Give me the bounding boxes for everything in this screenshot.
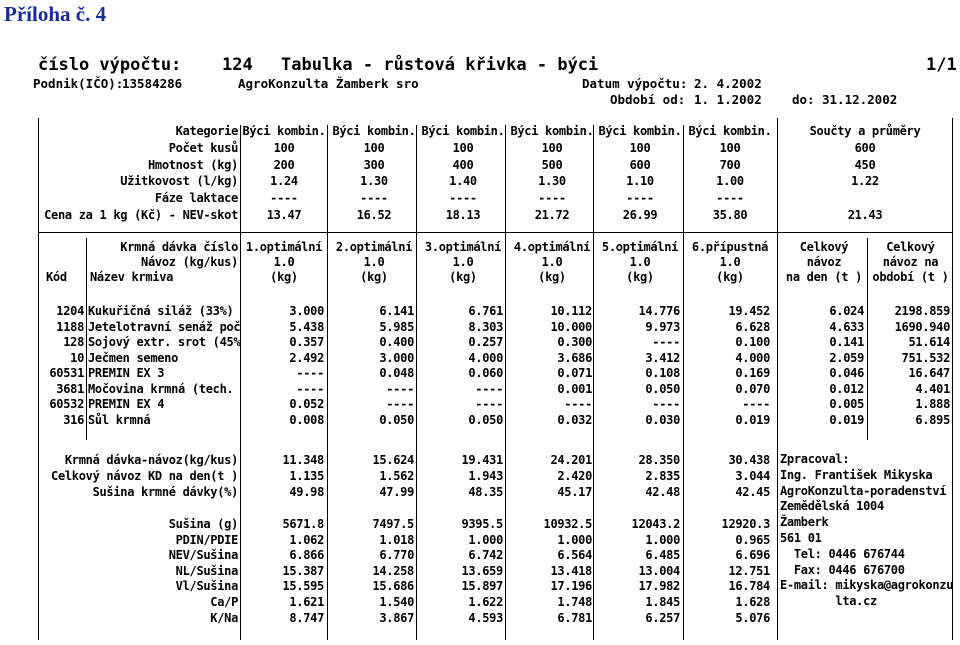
feed-name: PREMIN EX 4	[88, 397, 165, 411]
ration-label: Krmná dávka číslo	[120, 240, 238, 254]
category-value: 700	[719, 157, 741, 172]
category-header: Býci kombin.	[688, 124, 772, 138]
nutrient-value: 17.196	[550, 579, 592, 594]
nutrient-label: Ca/P	[210, 595, 238, 609]
feed-name: Jetelotravní senáž poč	[88, 319, 241, 334]
ration-header: (kg)	[716, 269, 744, 284]
feed-amount: 0.108	[645, 366, 680, 380]
contact-line: E-mail: mikyska@agrokonzu	[780, 578, 954, 593]
category-value: 100	[629, 140, 651, 155]
nutrient-value: 6.485	[645, 548, 680, 563]
summary-value: 1.135	[289, 469, 324, 483]
feed-amount: 0.050	[379, 412, 414, 427]
nutrient-label: PDIN/PDIE	[175, 532, 238, 547]
category-header: Býci kombin.	[332, 124, 416, 138]
row-label: Kategorie	[175, 124, 238, 138]
feed-amount: 3.000	[289, 304, 324, 318]
nutrient-value: 1.748	[557, 595, 592, 609]
category-value: 300	[363, 157, 385, 172]
nutrient-value: 1.845	[645, 595, 680, 609]
period-from: 1. 1.2002	[694, 92, 762, 107]
nutrient-value: 12920.3	[721, 517, 770, 531]
contact-line: 561 01	[780, 531, 822, 545]
feed-total-period: 751.532	[901, 350, 950, 365]
summary-value: 15.624	[372, 453, 414, 467]
ration-header: 1.0	[719, 254, 741, 269]
feed-name: Sojový extr. srot (45%	[88, 335, 241, 349]
nutrient-label: K/Na	[210, 610, 238, 625]
nutrient-value: 14.258	[372, 563, 414, 578]
summary-value: 45.17	[557, 485, 592, 499]
period-to: 31.12.2002	[822, 92, 898, 107]
category-value: 100	[452, 140, 474, 155]
nutrient-value: 10932.5	[543, 517, 592, 531]
feed-amount: 4.000	[468, 350, 503, 365]
category-value: 1.30	[538, 174, 566, 189]
company-name: AgroKonzulta Žamberk sro	[238, 76, 419, 91]
row-label: Hmotnost (kg)	[147, 157, 238, 172]
feed-amount: 14.776	[638, 304, 680, 318]
nutrient-value: 12043.2	[631, 517, 680, 531]
table-title: Tabulka - růstová křivka - býci	[281, 55, 599, 75]
feed-code: 1204	[56, 304, 84, 318]
summary-divider	[777, 118, 778, 640]
feed-amount: ----	[386, 381, 414, 396]
category-value: 100	[273, 140, 295, 155]
category-value: 400	[452, 157, 474, 172]
nutrient-value: 6.770	[379, 548, 414, 563]
category-value: 1.24	[270, 174, 298, 189]
nutrient-value: 1.062	[289, 532, 324, 547]
category-value: ----	[449, 191, 477, 206]
row-label: Užitkovost (l/kg)	[120, 174, 238, 189]
row-label: Cena za 1 kg (Kč) - NEV-skot	[44, 208, 238, 222]
feed-code: 3681	[56, 381, 84, 396]
feed-code: 128	[63, 335, 84, 349]
feed-total-period: 16.647	[908, 366, 950, 380]
nutrient-value: 5.076	[735, 610, 770, 625]
ration-header: 1.optimální	[245, 240, 323, 254]
nutrient-value: 8.747	[289, 610, 324, 625]
feed-amount: 0.030	[645, 412, 680, 427]
nutrient-value: 1.628	[735, 595, 770, 609]
sum-value: 1.22	[851, 174, 879, 189]
category-header: Býci kombin.	[598, 124, 682, 138]
code-column-divider	[86, 238, 87, 440]
ration-header: 1.0	[452, 254, 474, 269]
summary-value: 28.350	[638, 453, 680, 467]
contact-line: Tel: 0446 676744	[780, 546, 905, 561]
ration-header: (kg)	[270, 269, 298, 284]
page-number: 1/1	[926, 55, 957, 75]
feed-amount: 2.492	[289, 350, 324, 365]
nutrient-value: 15.595	[282, 579, 324, 594]
period-to-label: do:	[792, 92, 815, 107]
summary-value: 3.044	[735, 469, 770, 483]
category-value: 18.13	[445, 208, 481, 222]
feed-code: 60531	[49, 366, 84, 380]
total-period-header: Celkový	[886, 240, 935, 254]
nutrient-value: 13.418	[550, 563, 592, 578]
contact-line: Zpracoval:	[780, 452, 850, 466]
nutrient-value: 12.751	[728, 563, 770, 578]
feed-amount: 4.000	[735, 350, 770, 365]
sum-value: Součty a průměry	[809, 124, 921, 138]
feed-total-day: 6.024	[829, 304, 864, 318]
summary-value: 47.99	[379, 485, 414, 499]
feed-total-period: 1690.940	[894, 319, 950, 334]
nutrient-value: 3.867	[379, 610, 414, 625]
nutrient-value: 6.866	[289, 548, 324, 563]
feed-name: Kukuřičná siláž (33%)	[88, 304, 234, 318]
category-value: ----	[270, 191, 298, 206]
nutrient-label: Vl/Sušina	[175, 579, 238, 594]
summary-value: 1.562	[379, 469, 414, 483]
summary-value: 24.201	[550, 453, 592, 467]
feed-amount: 0.400	[379, 335, 414, 349]
nutrient-value: 6.564	[557, 548, 592, 563]
category-value: 1.40	[449, 174, 477, 189]
category-value: ----	[626, 191, 654, 206]
feed-amount: 0.100	[735, 335, 770, 349]
code-header: Kód	[46, 269, 67, 284]
section-divider	[38, 232, 952, 233]
nutrient-value: 5671.8	[282, 517, 324, 531]
category-value: 21.72	[534, 208, 570, 222]
feed-total-day: 0.141	[829, 335, 864, 349]
category-header: Býci kombin.	[510, 124, 594, 138]
category-value: ----	[538, 191, 566, 206]
total-day-header: návoz	[806, 254, 842, 269]
sum-value: 21.43	[847, 208, 883, 222]
category-value: 1.00	[716, 174, 744, 189]
table-right-border	[952, 118, 953, 640]
summary-value: 30.438	[728, 453, 770, 467]
summary-label: Sušina krmné dávky(%)	[92, 485, 238, 499]
feed-amount: 5.438	[289, 319, 324, 334]
feed-amount: ----	[652, 335, 680, 349]
feed-code: 10	[70, 350, 84, 365]
nutrient-value: 6.257	[645, 610, 680, 625]
feed-amount: ----	[564, 397, 592, 411]
nutrient-value: 15.686	[372, 579, 414, 594]
nutrient-value: 1.621	[289, 595, 324, 609]
date-value: 2. 4.2002	[694, 76, 762, 91]
category-value: 200	[273, 157, 295, 172]
feed-name: Ječmen semeno	[88, 350, 179, 365]
feed-total-day: 2.059	[829, 350, 864, 365]
nutrient-value: 13.659	[461, 563, 503, 578]
feed-total-day: 4.633	[829, 319, 864, 334]
ration-header: 2.optimální	[335, 240, 413, 254]
ration-header: (kg)	[449, 269, 477, 284]
category-header: Býci kombin.	[421, 124, 505, 138]
feed-amount: 8.303	[468, 319, 503, 334]
category-value: 100	[719, 140, 741, 155]
nutrient-label: NEV/Sušina	[168, 548, 238, 563]
feed-amount: ----	[742, 397, 770, 411]
category-value: 100	[541, 140, 563, 155]
nutrient-label: NL/Sušina	[175, 563, 238, 578]
total-period-header: návoz na	[882, 254, 939, 269]
feed-amount: 0.071	[557, 366, 592, 380]
category-value: 13.47	[266, 208, 302, 222]
feed-total-period: 2198.859	[894, 304, 950, 318]
feed-amount: 10.000	[550, 319, 592, 334]
feed-amount: 0.008	[289, 412, 324, 427]
sum-value: 600	[854, 140, 876, 155]
category-value: 600	[629, 157, 651, 172]
nutrient-value: 15.387	[282, 563, 324, 578]
ration-header: (kg)	[360, 269, 388, 284]
summary-value: 11.348	[282, 453, 324, 467]
feed-amount: ----	[296, 381, 324, 396]
summary-value: 42.45	[735, 485, 770, 499]
contact-line: lta.cz	[780, 594, 877, 609]
feed-total-day: 0.019	[829, 412, 864, 427]
contact-line: Ing. František Mikyska	[780, 467, 933, 482]
category-value: 16.52	[356, 208, 392, 222]
feed-amount: 6.628	[735, 319, 770, 334]
contact-line: AgroKonzulta-poradenství	[780, 483, 947, 498]
feed-amount: ----	[475, 397, 503, 411]
attachment-title: Příloha č. 4	[4, 2, 107, 26]
feed-total-period: 51.614	[908, 335, 950, 349]
feed-amount: 10.112	[550, 304, 592, 318]
nutrient-value: 4.593	[468, 610, 503, 625]
ration-label: Název krmiva	[90, 269, 174, 284]
category-value: ----	[716, 191, 744, 206]
feed-amount: 0.019	[735, 412, 770, 427]
feed-amount: 6.761	[468, 304, 503, 318]
nutrient-value: 9395.5	[461, 517, 503, 531]
summary-value: 2.835	[645, 469, 680, 483]
feed-amount: 3.000	[379, 350, 414, 365]
feed-amount: ----	[652, 397, 680, 411]
nutrient-value: 1.000	[645, 532, 680, 547]
nutrient-value: 1.000	[557, 532, 592, 547]
calc-label: číslo výpočtu:	[38, 55, 182, 75]
feed-amount: ----	[296, 366, 324, 380]
category-header: Býci kombin.	[242, 124, 326, 138]
period-label: Období od:	[610, 92, 686, 107]
category-value: 1.30	[360, 174, 388, 189]
nutrient-value: 0.965	[735, 532, 770, 547]
category-value: 500	[541, 157, 563, 172]
company-label: Podnik(IČO):	[33, 76, 124, 91]
feed-code: 60532	[49, 397, 84, 411]
nutrient-value: 1.540	[379, 595, 414, 609]
ration-header: (kg)	[626, 269, 654, 284]
sum-value: 450	[854, 157, 876, 172]
nutrient-value: 1.622	[468, 595, 503, 609]
nutrient-value: 15.897	[461, 579, 503, 594]
feed-amount: 0.032	[557, 412, 592, 427]
feed-amount: 3.686	[557, 350, 592, 365]
summary-label: Krmná dávka-návoz(kg/kus)	[64, 453, 238, 467]
summary-value: 1.943	[468, 469, 503, 483]
calc-number: 124	[222, 55, 253, 75]
summary-value: 42.48	[645, 485, 680, 499]
feed-total-day: 0.012	[829, 381, 864, 396]
feed-amount: 9.973	[645, 319, 680, 334]
feed-amount: 0.048	[379, 366, 414, 380]
nutrient-value: 6.696	[735, 548, 770, 563]
feed-amount: 3.412	[645, 350, 680, 365]
feed-amount: ----	[386, 397, 414, 411]
nutrient-value: 16.784	[728, 579, 770, 594]
total-period-header: období (t )	[872, 269, 949, 284]
feed-name: PREMIN EX 3	[88, 366, 165, 380]
feed-total-period: 1.888	[915, 397, 950, 411]
ration-header: 4.optimální	[513, 240, 591, 254]
feed-amount: 0.001	[557, 381, 592, 396]
feed-total-day: 0.005	[829, 397, 864, 411]
category-value: ----	[360, 191, 388, 206]
feed-amount: 5.985	[379, 319, 414, 334]
category-value: 100	[363, 140, 385, 155]
feed-amount: 0.050	[645, 381, 680, 396]
feed-name: Močovina krmná (tech.	[88, 381, 234, 396]
total-day-header: na den (t )	[785, 269, 863, 284]
nutrient-value: 6.781	[557, 610, 592, 625]
feed-amount: 0.357	[289, 335, 324, 349]
summary-value: 49.98	[289, 485, 324, 499]
category-value: 35.80	[712, 208, 748, 222]
feed-amount: 6.141	[379, 304, 414, 318]
feed-amount: 0.070	[735, 381, 770, 396]
nutrient-value: 1.000	[468, 532, 503, 547]
feed-total-day: 0.046	[829, 366, 864, 380]
feed-amount: ----	[475, 381, 503, 396]
feed-amount: 0.050	[468, 412, 503, 427]
nutrient-value: 7497.5	[372, 517, 414, 531]
feed-amount: 19.452	[728, 304, 770, 318]
feed-total-period: 6.895	[915, 412, 950, 427]
ration-header: 1.0	[363, 254, 385, 269]
summary-value: 2.420	[557, 469, 592, 483]
contact-line: Žamberk	[780, 515, 829, 530]
nutrient-value: 6.742	[468, 548, 503, 563]
feed-total-period: 4.401	[915, 381, 950, 396]
nutrient-value: 13.004	[638, 563, 680, 578]
feed-amount: 0.257	[468, 335, 503, 349]
ration-header: 3.optimální	[424, 240, 502, 254]
total-day-header: Celkový	[799, 240, 849, 254]
category-value: 1.10	[626, 174, 654, 189]
feed-code: 1188	[56, 319, 84, 334]
nutrient-label: Sušina (g)	[168, 517, 238, 531]
summary-label: Celkový návoz KD na den(t )	[51, 469, 238, 483]
nutrient-value: 1.018	[379, 532, 414, 547]
nutrient-value: 17.982	[638, 579, 680, 594]
feed-name: Sůl krmná	[88, 412, 151, 427]
row-label: Fáze laktace	[154, 191, 238, 206]
table-left-border	[38, 118, 39, 640]
feed-amount: 0.169	[735, 366, 770, 380]
feed-code: 316	[63, 412, 84, 427]
ration-header: 1.0	[541, 254, 563, 269]
category-value: 26.99	[622, 208, 658, 222]
ration-header: 5.optimální	[601, 240, 679, 254]
ration-header: 1.0	[273, 254, 295, 269]
ration-header: (kg)	[538, 269, 566, 284]
contact-line: Zemědělská 1004	[780, 499, 884, 514]
summary-value: 19.431	[461, 453, 503, 467]
summary-value: 48.35	[468, 485, 503, 499]
feed-amount: 0.052	[289, 397, 324, 411]
ration-header: 6.přípustná	[691, 240, 769, 254]
feed-amount: 0.060	[468, 366, 503, 380]
contact-line: Fax: 0446 676700	[780, 562, 905, 577]
ration-label: Návoz (kg/kus)	[141, 254, 238, 269]
date-label: Datum výpočtu:	[582, 76, 688, 91]
row-label: Počet kusů	[168, 140, 238, 155]
ration-header: 1.0	[629, 254, 651, 269]
company-ico: 13584286	[122, 76, 183, 91]
feed-amount: 0.300	[557, 335, 592, 349]
